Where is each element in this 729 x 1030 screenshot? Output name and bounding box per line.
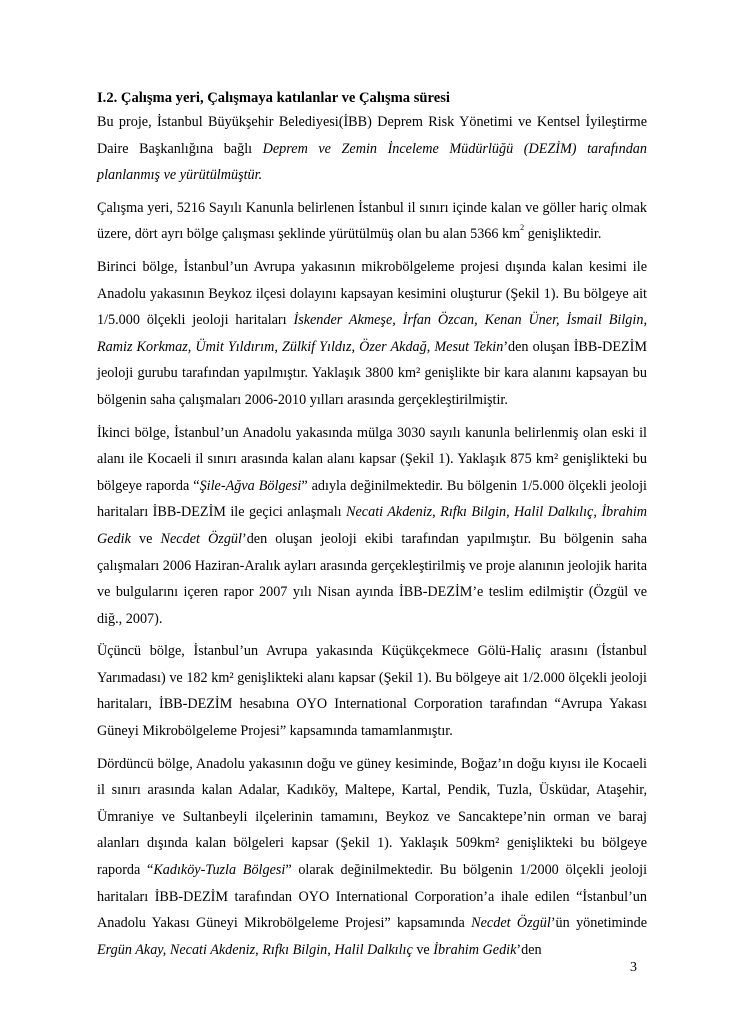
paragraph-region-4 (97, 751, 647, 964)
area-text: Çalışma yeri, 5216 Sayılı Kanunla belirlenen İstanbul il sınırı içinde kalan ve göller hariç olmak üzere, dört ayrı bölge çalışması şeklinde yürütülmüş olan bu alan 5366 km (97, 199, 647, 243)
region4-name-gedik: İbrahim Gedik (433, 941, 517, 958)
region2-name-ozgul: Necdet Özgül (160, 530, 242, 547)
region4-text-2: ” olarak değinilmektedir. Bu bölgenin 1/2000 ölçekli jeoloji haritaları İBB-DEZİM tarafından OYO International Corporation’a ihale edilen “İstanbul’un Anadolu Yakası Güneyi Mikrobölgeleme Projesi” kapsamında (97, 862, 648, 932)
region4-sep-2: , (327, 941, 335, 958)
region2-text: İkinci bölge, İstanbul’un Anadolu yakasında mülga 3030 sayılı kanunla belirlenmiş olan eski il alanı ile Kocaeli il sınırı arasında kalan alanı kapsar (Şekil 1). Yaklaşık 875 km² genişlikteki bu bölgeye raporda “ (97, 424, 647, 494)
paragraph-region-2 (97, 420, 647, 633)
page-number: 3 (630, 960, 637, 975)
region4-name-dalkilic: Halil Dalkılıç (334, 941, 413, 958)
region3-text: Üçüncü bölge, İstanbul’un Avrupa yakasında Küçükçekmece Gölü-Haliç arasını (İstanbul Yarımadası) ve 182 km² genişlikteki alanı kapsar (Şekil 1). Bu bölgeye ait 1/2.000 ölçekli jeoloji haritaları, İBB-DEZİM hesabına OYO International Corporation tarafından “Avrupa Yakası Güneyi Mikrobölgeleme Projesi” kapsamında tamamlanmıştır. (97, 643, 647, 740)
region4-sep-3: ve (412, 941, 434, 958)
region2-region-name: Şile-Ağva Bölgesi (199, 477, 302, 494)
region2-name-bilgin: Rıfkı Bilgin (440, 504, 507, 521)
region4-name-ozgul: Necdet Özgül (471, 915, 551, 932)
paragraph-study-area (97, 195, 647, 248)
region2-text-end: ’den oluşan jeoloji ekibi tarafından yapılmıştır. Bu bölgenin saha çalışmaları 2006 Haziran-Aralık ayları arasında gerçekleştirilmiş ve proje alanının jeolojik harita ve bulgularını içeren rapor 2007 yılı Nisan ayında İBB-DEZİM’e teslim edilmiştir (Özgül ve diğ., 2007). (97, 530, 647, 627)
paragraph-region-1 (97, 254, 647, 414)
region1-text-end: ’den oluşan İBB-DEZİM jeoloji gurubu tarafından yapılmıştır. Yaklaşık 3800 km² genişlikte bir kara alanını kapsayan bu bölgenin saha çalışmaları 2006-2010 yılları arasında gerçekleştirilmiştir. (97, 338, 647, 408)
region2-name-gedik: İbrahim Gedik (97, 504, 648, 547)
region2-sep-2: , (506, 504, 515, 521)
paragraph-intro (97, 109, 647, 189)
region4-text-end: ’den (516, 941, 542, 958)
region2-sep-3: , (593, 504, 602, 521)
region4-region-name: Kadıköy-Tuzla Bölgesi (153, 862, 286, 879)
intro-directorate: Deprem ve Zemin İnceleme Müdürlüğü (DEZİM) tarafından planlanmış ve yürütülmüştür. (97, 140, 647, 184)
region2-sep-1: , (432, 504, 441, 521)
region2-name-dalkilic: Halil Dalkılıç (514, 504, 594, 521)
region4-text: Dördüncü bölge, Anadolu yakasının doğu ve güney kesiminde, Boğaz’ın doğu kıyısı ile Kocaeli il sınırı arasında kalan Adalar, Kadıköy, Maltepe, Kartal, Pendik, Tuzla, Üsküdar, Ataşehir, Ümraniye ve Sultanbeyli ilçelerinin tamamını, Beykoz ve Sancaktepe’nin orman ve baraj alanları dışında kalan bölgeleri kapsar (Şekil 1). Yaklaşık 509km² genişlikteki bu bölgeye raporda “ (97, 755, 647, 879)
region4-names-akay-akdeniz: Ergün Akay, Necati Akdeniz (97, 941, 256, 958)
region2-name-akdeniz: Necati Akdeniz (346, 504, 433, 521)
area-superscript: 2 (520, 223, 525, 233)
region2-text-2: ” adıyla değinilmektedir. Bu bölgenin 1/5.000 ölçekli jeoloji haritaları İBB-DEZİM ile geçici anlaşmalı (97, 477, 647, 521)
region2-sep-4: ve (130, 530, 161, 547)
intro-text: Bu proje, İstanbul Büyükşehir Belediyesi(İBB) Deprem Risk Yönetimi ve Kentsel İyileştirme Daire Başkanlığına bağlı (97, 114, 647, 157)
paragraph-region-3 (97, 638, 647, 744)
region4-text-3: ’ün yönetiminde (550, 915, 647, 932)
page-content (97, 89, 647, 969)
section-heading: I.2. Çalışma yeri, Çalışmaya katılanlar ve Çalışma süresi (97, 90, 450, 106)
region4-sep-1: , (255, 941, 263, 958)
region1-text: Birinci bölge, İstanbul’un Avrupa yakasının mikrobölgeleme projesi dışında kalan kesimi ile Anadolu yakasının Beykoz ilçesi dolayını kapsayan kesimini oluşturur (Şekil 1). Bu bölgeye ait 1/5.000 ölçekli jeoloji haritaları (97, 258, 647, 329)
area-text-end: genişliktedir. (524, 226, 602, 243)
region4-name-bilgin: Rıfkı Bilgin (262, 941, 328, 958)
region1-team-names: İskender Akmeşe, İrfan Özcan, Kenan Üner, İsmail Bilgin, Ramiz Korkmaz, Ümit Yıldırım, Zülkif Yıldız, Özer Akdağ, Mesut Tekin (97, 312, 647, 355)
